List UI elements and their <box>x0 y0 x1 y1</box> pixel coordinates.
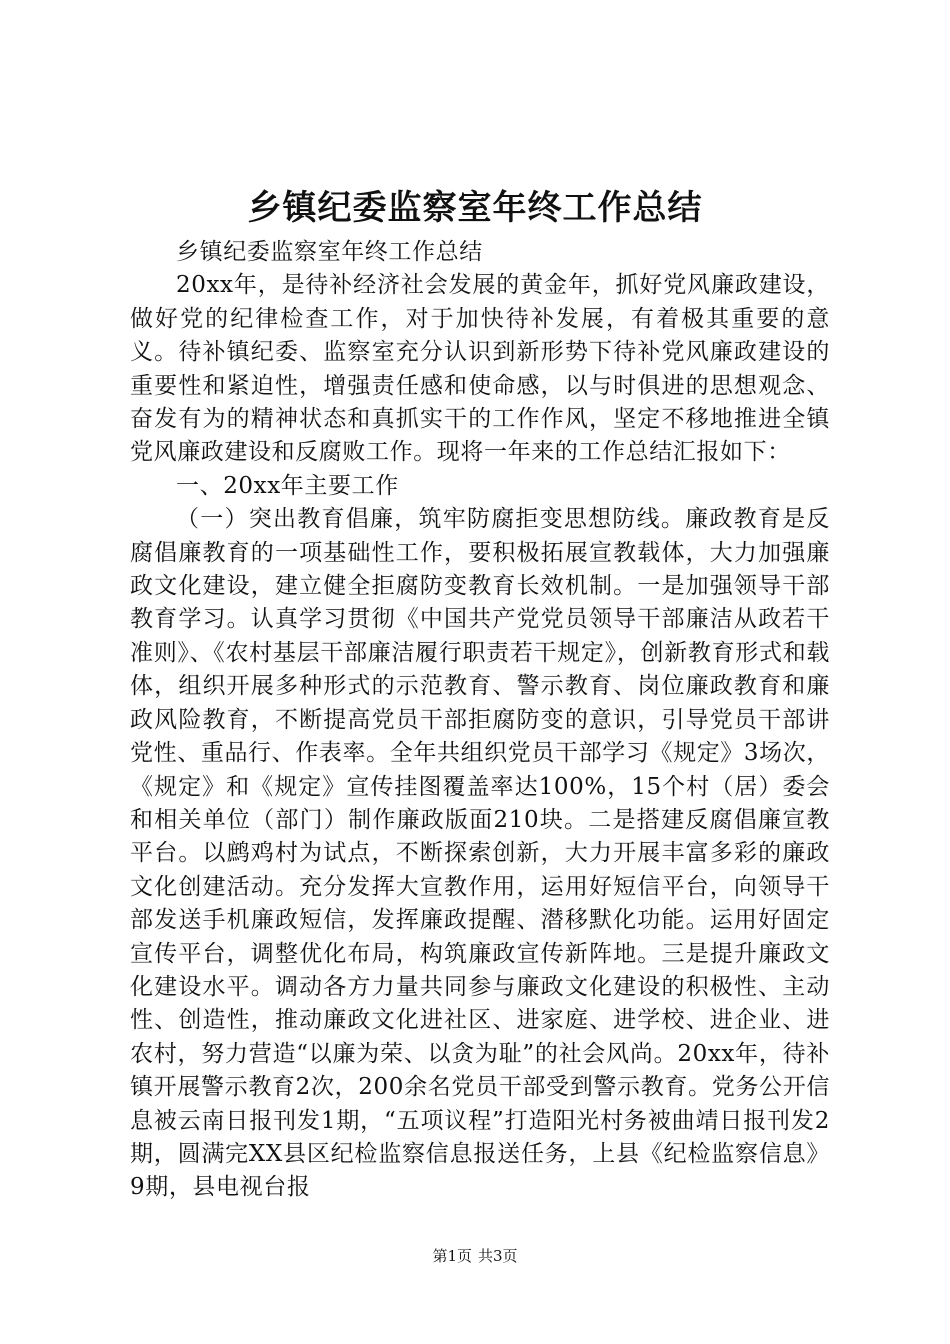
page-number: 第1页 <box>432 1247 472 1265</box>
page-footer <box>0 1246 950 1266</box>
page-total: 共3页 <box>478 1247 518 1265</box>
body-paragraph-subtitle: 乡镇纪委监察室年终工作总结 <box>176 239 483 265</box>
section-heading-main-work: 一、20xx年主要工作 <box>176 472 399 499</box>
body-paragraph-education: （一）突出教育倡廉，筑牢防腐拒变思想防线。廉政教育是反腐倡廉教育的一项基础性工作，要积极拓展宣教载体，大力加强廉政文化建设，建立健全拒腐防变教育长效机制。一是加强领导干部教育学习。认真学习贯彻《中国共产党党员领导干部廉洁从政若干准则》、《农村基层干部廉洁履行职责若干规定》，创新教育形式和载体，组织开展多种形式的示范教育、警示教育、岗位廉政教育和廉政风险教育，不断提高党员干部拒腐防变的意识，引导党员干部讲党性、重品行、作表率。全年共组织党员干部学习《规定》3场次，《规定》和《规定》宣传挂图覆盖率达100%，15个村（居）委会和相关单位（部门）制作廉政版面210块。二是搭建反腐倡廉宣教平台。以鹧鸡村为试点，不断探索创新，大力开展丰富多彩的廉政文化创建活动。充分发挥大宣教作用，运用好短信平台，向领导干部发送手机廉政短信，发挥廉政提醒、潜移默化功能。运用好固定宣传平台，调整优化布局，构筑廉政宣传新阵地。三是提升廉政文化建设水平。调动各方力量共同参与廉政文化建设的积极性、主动性、创造性，推动廉政文化进社区、进家庭、进学校、进企业、进农村，努力营造“以廉为荣、以贪为耻”的社会风尚。20xx年，待补镇开展警示教育2次，200余名党员干部受到警示教育。党务公开信息被云南日报刊发1期，“五项议程”打造阳光村务被曲靖日报刊发2期，圆满完XX县区纪检监察信息报送任务，上县《纪检监察信息》9期，县电视台报 <box>130 506 830 1201</box>
body-paragraph-intro: 20xx年，是待补经济社会发展的黄金年，抓好党风廉政建设，做好党的纪律检查工作，对于加快待补发展，有着极其重要的意义。待补镇纪委、监察室充分认识到新形势下待补党风廉政建设的重要性和紧迫性，增强责任感和使命感，以与时俱进的思想观念、奋发有为的精神状态和真抓实干的工作作风，坚定不移地推进全镇党风廉政建设和反腐败工作。现将一年来的工作总结汇报如下： <box>130 272 830 466</box>
document-title: 乡镇纪委监察室年终工作总结 <box>247 188 703 228</box>
document-body <box>130 236 830 1205</box>
